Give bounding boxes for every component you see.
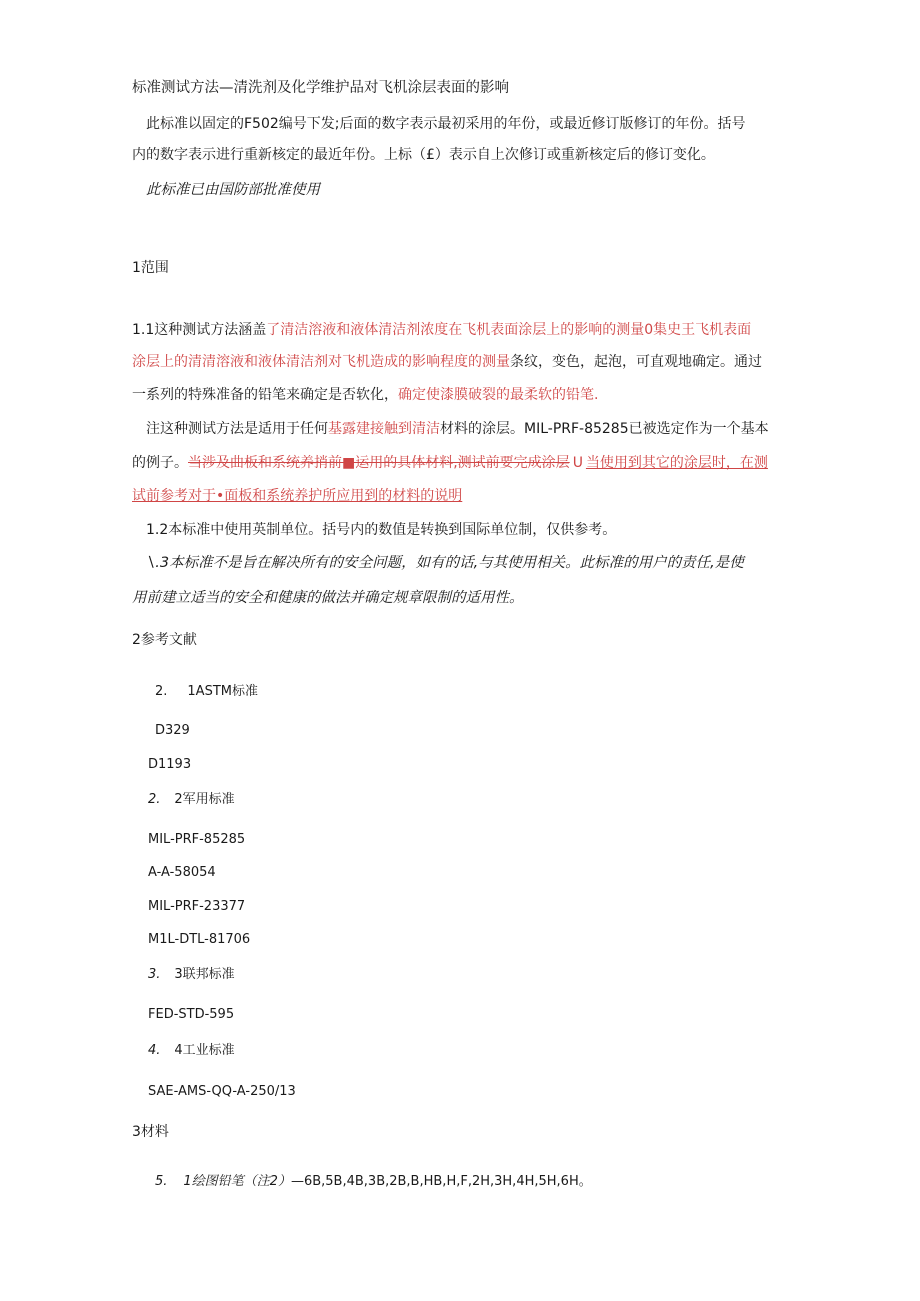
note-prefix: 注这种测试方法是适用于任何	[146, 421, 328, 437]
intro-line-2: 内的数字表示进行重新核定的最近年份。上标（£）表示自上次修订或重新核定后的修订变化。	[132, 147, 715, 163]
note-underline-1: 当使用到其它的涂层时，在测	[585, 455, 768, 471]
para-1-2: 1.2本标准中使用英制单位。括号内的数值是转换到国际单位制，仅供参考。	[146, 522, 617, 538]
approval-note: 此标准已由国防部批准使用	[146, 182, 320, 198]
subsection-2-3	[148, 966, 235, 984]
note-red-1: 基露建接触到清洁	[328, 421, 440, 437]
note-underline-2: 试前参考对于•面板和系统养护所应用到的材料的说明	[132, 488, 463, 504]
para-1-1-line-1	[132, 320, 751, 340]
section-2-heading: 2参考文献	[132, 632, 197, 648]
para-1-1-line-3	[132, 385, 598, 405]
ref-sae-ams-qq-a-250-13: SAE-AMS-QQ-A-250/13	[148, 1084, 296, 1099]
para-1-1-line-3-text: 一系列的特殊准备的铅笔来确定是否软化，	[132, 387, 398, 403]
note-line-2	[132, 453, 768, 473]
ref-mil-prf-23377: MIL-PRF-23377	[148, 899, 246, 914]
section-3-heading: 3材料	[132, 1124, 169, 1140]
subsection-2-3-label: 3联邦标准	[174, 967, 235, 982]
subsection-2-2	[148, 791, 235, 809]
subsection-2-1-number: 2.	[155, 684, 168, 699]
para-1-1-prefix: 1.1这种测试方法涵盖	[132, 322, 267, 338]
ref-fed-std-595: FED-STD-595	[148, 1007, 235, 1022]
subsection-2-1	[155, 683, 258, 701]
note-line-3	[132, 486, 462, 506]
para-1-1-line-2	[132, 352, 762, 372]
para-1-1-red-1: 了清洁溶液和液体清洁剂浓度在飞机表面涂层上的影响的测量0集史王飞机表面	[266, 322, 752, 338]
material-item-1-values: —6B,5B,4B,3B,2B,B,HB,H,F,2H,3H,4H,5H,6H。	[290, 1174, 592, 1189]
para-1-3-line-2: 用前建立适当的安全和健康的做法并确定规章限制的适用性。	[132, 590, 524, 606]
material-item-1-label: 1绘图铅笔（注2）	[183, 1174, 291, 1189]
subsection-2-4	[148, 1042, 235, 1060]
note-line-1	[146, 419, 769, 439]
subsection-2-4-label: 4工业标准	[174, 1043, 235, 1058]
subsection-2-2-label: 2军用标准	[174, 792, 235, 807]
para-1-1-red-2: 涂层上的清清溶液和液体清洁剂对飞机造成的影响程度的测量	[132, 354, 510, 370]
note-strike: 当涉及曲板和系统养捎前■运用的具体材料,测试前要完成涂层	[188, 455, 570, 471]
para-1-1-red-3: 确定使漆膜破裂的最柔软的铅笔.	[398, 387, 599, 403]
section-1-heading: 1范围	[132, 260, 169, 276]
note-mark: U	[572, 455, 583, 471]
ref-a-a-58054: A-A-58054	[148, 865, 216, 880]
subsection-2-4-number: 4.	[148, 1043, 161, 1058]
note-line-2-text: 的例子。	[132, 455, 188, 471]
note-mid-1: 材料的涂层。MIL-PRF-85285已被选定作为一个基本	[440, 421, 769, 437]
ref-mil-prf-85285: MIL-PRF-85285	[148, 832, 246, 847]
para-1-3-line-1: ∖.3本标准不是旨在解决所有的安全问题，如有的话,与其使用相关。此标准的用户的责任,是使	[146, 555, 744, 571]
subsection-2-3-number: 3.	[148, 967, 161, 982]
ref-m1l-dtl-81706: M1L-DTL-81706	[148, 932, 251, 947]
subsection-2-1-label: 1ASTM标准	[187, 684, 258, 699]
subsection-2-2-number: 2.	[148, 792, 161, 807]
document-title: 标准测试方法—清洗剂及化学维护品对飞机涂层表面的影响	[132, 80, 509, 96]
para-1-1-mid-2: 条纹，变色，起泡，可直观地确定。通过	[510, 354, 762, 370]
intro-line-1: 此标准以固定的F502编号下发;后面的数字表示最初采用的年份，或最近修订版修订的年份。括号	[146, 116, 746, 132]
ref-d329: D329	[155, 723, 190, 738]
material-item-1	[155, 1173, 592, 1191]
ref-d1193: D1193	[148, 757, 192, 772]
material-item-1-number: 5.	[155, 1174, 168, 1189]
